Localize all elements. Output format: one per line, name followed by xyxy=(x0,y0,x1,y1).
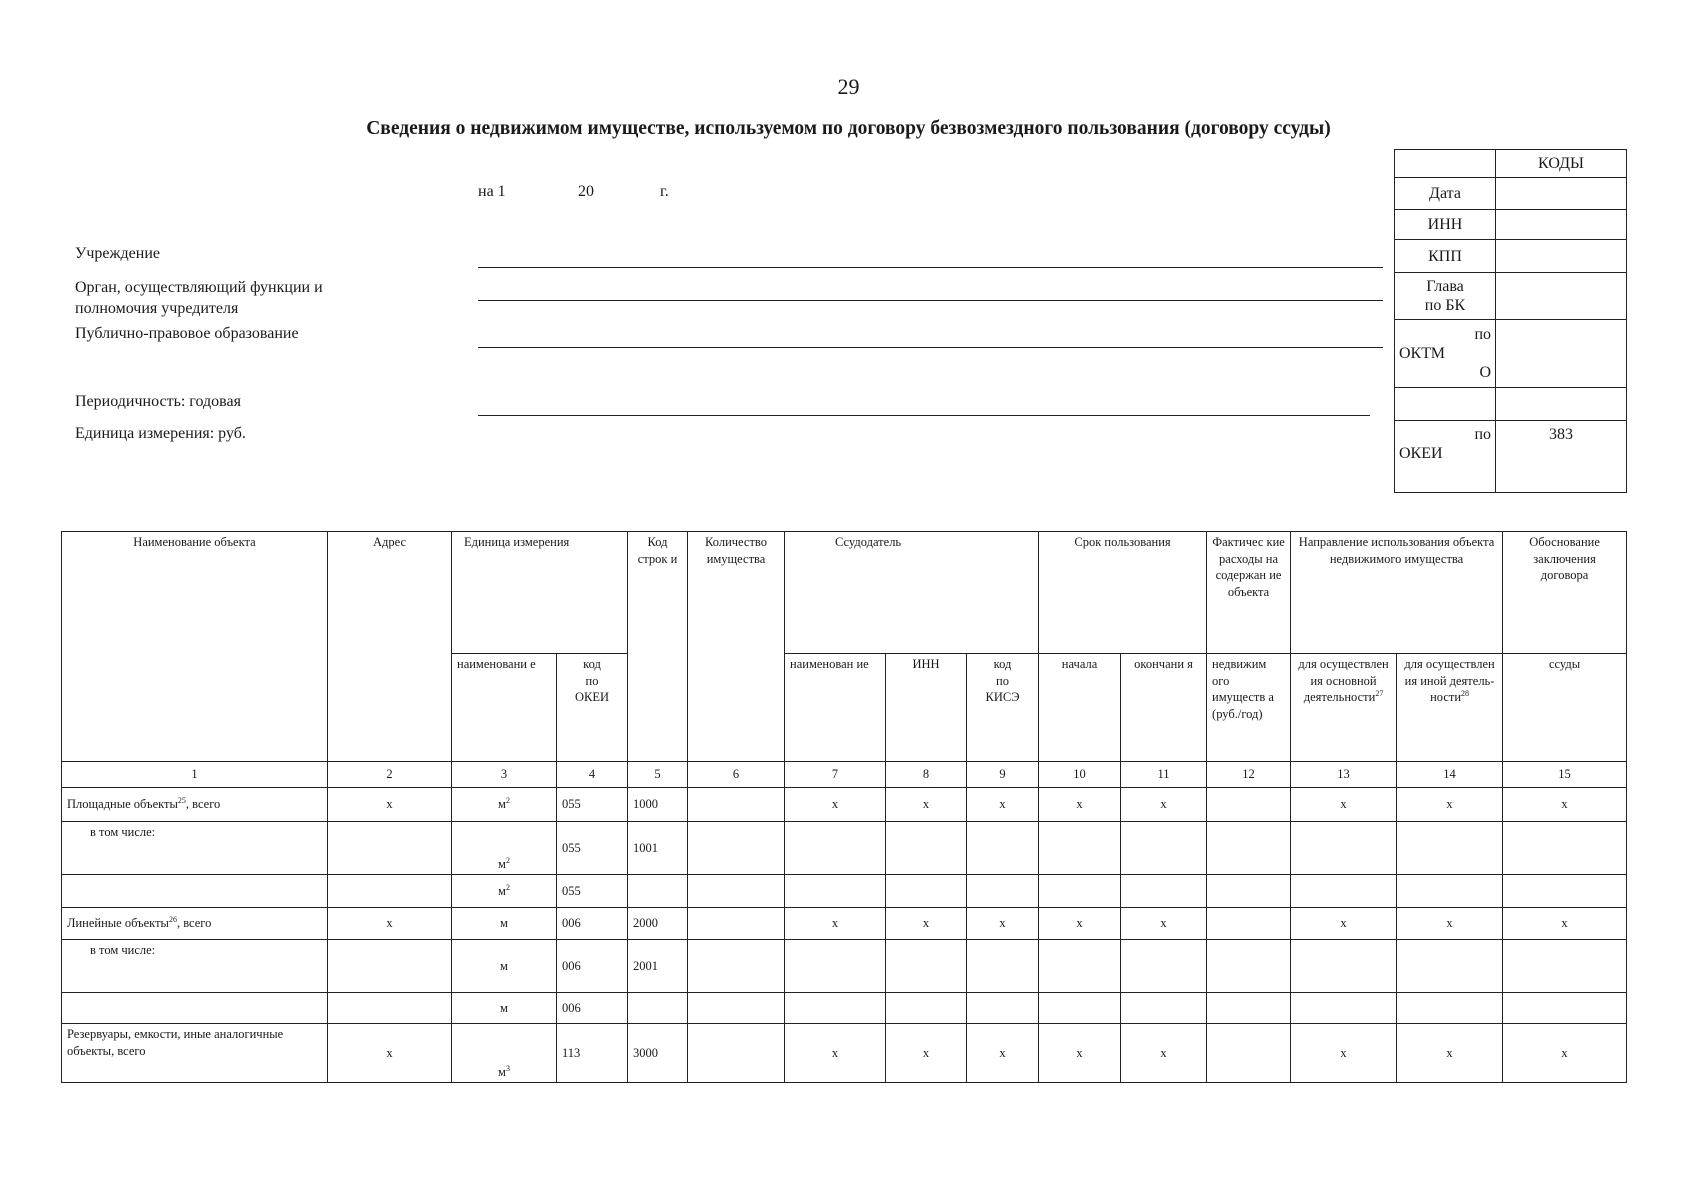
row-lender-kise[interactable] xyxy=(967,822,1039,875)
row-unit-text: м xyxy=(498,883,506,898)
public-entity-label: Публично-правовое образование xyxy=(75,325,299,342)
row-basis: х xyxy=(1503,788,1627,822)
founder-label-line1: Орган, осуществляющий функции и xyxy=(75,279,323,296)
date-code-value[interactable] xyxy=(1496,178,1627,210)
row-direction-main[interactable] xyxy=(1291,993,1397,1024)
row-code: 2000 xyxy=(628,908,688,940)
row-name: Резервуары, емкости, иные аналогичные объекты, всего xyxy=(62,1024,328,1083)
header-name: Наименование объекта xyxy=(62,532,328,762)
header-direction: Направление использования объекта недвижимого имущества xyxy=(1291,532,1503,654)
codes-empty-value[interactable] xyxy=(1496,388,1627,421)
footnote-28: 28 xyxy=(1461,688,1470,698)
row-lender-kise: х xyxy=(967,788,1039,822)
row-unit: м xyxy=(452,940,557,993)
row-direction-other: х xyxy=(1397,1024,1503,1083)
table-row xyxy=(62,908,1627,940)
table-row xyxy=(62,940,1627,993)
row-direction-other: х xyxy=(1397,788,1503,822)
date-suffix: г. xyxy=(660,183,669,200)
row-term-end: х xyxy=(1121,1024,1207,1083)
row-expenses[interactable] xyxy=(1207,822,1291,875)
header-lender: Ссудодатель xyxy=(785,532,1039,654)
row-quantity[interactable] xyxy=(688,993,785,1024)
header-unit-name: наименовани е xyxy=(452,654,557,762)
row-lender-inn: х xyxy=(886,788,967,822)
glava-code-label xyxy=(1395,273,1496,320)
row-basis[interactable] xyxy=(1503,993,1627,1024)
row-expenses[interactable] xyxy=(1207,1024,1291,1083)
row-lender-kise: х xyxy=(967,908,1039,940)
row-name xyxy=(62,788,328,822)
unit-label: Единица измерения: руб. xyxy=(75,425,246,442)
table-row xyxy=(62,1024,1627,1083)
okei-code-label xyxy=(1395,421,1496,493)
row-name xyxy=(62,908,328,940)
row-unit-text: м xyxy=(498,797,506,812)
row-expenses[interactable] xyxy=(1207,875,1291,908)
col-number-13: 13 xyxy=(1291,762,1397,788)
row-lender-inn: х xyxy=(886,908,967,940)
row-direction-other[interactable] xyxy=(1397,940,1503,993)
codes-blank-cell xyxy=(1395,150,1496,178)
row-address: х xyxy=(328,1024,452,1083)
header-term-end: окончани я xyxy=(1121,654,1207,762)
row-lender-kise: х xyxy=(967,1024,1039,1083)
date-prefix: на 1 xyxy=(478,183,506,200)
col-number-3: 3 xyxy=(452,762,557,788)
row-name[interactable] xyxy=(62,993,328,1024)
row-address[interactable] xyxy=(328,822,452,875)
row-name[interactable] xyxy=(62,875,328,908)
header-quantity: Количество имущества xyxy=(688,532,785,762)
row-address[interactable] xyxy=(328,875,452,908)
row-name-suffix: , всего xyxy=(176,916,212,931)
header-lender-code xyxy=(967,654,1039,762)
header-direction-other xyxy=(1397,654,1503,762)
row-name-text: Площадные объекты xyxy=(67,797,178,812)
row-lender-inn: х xyxy=(886,1024,967,1083)
row-code[interactable] xyxy=(628,875,688,908)
header-direction-other-text: для осуществлен ия иной деятель- ности xyxy=(1404,657,1495,704)
row-name: в том числе: xyxy=(62,822,328,875)
col-number-15: 15 xyxy=(1503,762,1627,788)
row-lender-inn[interactable] xyxy=(886,993,967,1024)
row-code[interactable] xyxy=(628,993,688,1024)
row-direction-other[interactable] xyxy=(1397,875,1503,908)
row-code: 3000 xyxy=(628,1024,688,1083)
row-okei: 055 xyxy=(557,822,628,875)
header-basis: Обоснование заключения договора xyxy=(1503,532,1627,654)
header-unit-code-line1: код xyxy=(583,657,601,671)
col-number-12: 12 xyxy=(1207,762,1291,788)
header-term: Срок пользования xyxy=(1039,532,1207,654)
row-name-suffix: , всего xyxy=(185,797,221,812)
row-unit-text: м xyxy=(498,856,506,871)
header-expenses-bottom: недвижим ого имуществ а (руб./год) xyxy=(1207,654,1291,762)
page-number: 29 xyxy=(837,74,860,99)
row-term-start[interactable] xyxy=(1039,940,1121,993)
row-quantity[interactable] xyxy=(688,822,785,875)
oktmo-label-line2: ОКТМ xyxy=(1399,345,1446,362)
oktmo-label-line3: О xyxy=(1479,364,1491,381)
row-unit-sup: 2 xyxy=(505,855,510,865)
row-term-start[interactable] xyxy=(1039,993,1121,1024)
row-term-end: х xyxy=(1121,908,1207,940)
row-expenses[interactable] xyxy=(1207,788,1291,822)
col-number-7: 7 xyxy=(785,762,886,788)
header-lender-code-line3: КИСЭ xyxy=(985,690,1020,704)
col-number-4: 4 xyxy=(557,762,628,788)
row-direction-main: х xyxy=(1291,908,1397,940)
row-unit xyxy=(452,875,557,908)
row-lender-name[interactable] xyxy=(785,993,886,1024)
glava-label-line2: по БК xyxy=(1424,297,1466,314)
row-basis: х xyxy=(1503,1024,1627,1083)
header-lender-name: наименован ие xyxy=(785,654,886,762)
periodicity-field[interactable] xyxy=(478,415,1370,416)
col-number-14: 14 xyxy=(1397,762,1503,788)
footnote-26: 26 xyxy=(168,915,177,925)
row-lender-name: х xyxy=(785,788,886,822)
row-quantity[interactable] xyxy=(688,875,785,908)
col-number-5: 5 xyxy=(628,762,688,788)
row-expenses[interactable] xyxy=(1207,940,1291,993)
row-direction-main[interactable] xyxy=(1291,822,1397,875)
row-lender-kise[interactable] xyxy=(967,993,1039,1024)
row-lender-name: х xyxy=(785,908,886,940)
row-lender-name[interactable] xyxy=(785,940,886,993)
col-number-6: 6 xyxy=(688,762,785,788)
row-okei: 006 xyxy=(557,940,628,993)
row-unit-sup: 2 xyxy=(505,796,510,806)
row-quantity[interactable] xyxy=(688,788,785,822)
row-unit: м xyxy=(452,908,557,940)
row-quantity[interactable] xyxy=(688,1024,785,1083)
table-row xyxy=(62,788,1627,822)
header-lender-code-line1: код xyxy=(993,657,1012,671)
oktmo-code-label xyxy=(1395,320,1496,388)
row-term-end[interactable] xyxy=(1121,940,1207,993)
header-unit-code-line3: ОКЕИ xyxy=(574,690,610,704)
row-okei: 113 xyxy=(557,1024,628,1083)
public-entity-field[interactable] xyxy=(478,347,1383,348)
header-direction-main-text: для осуществлен ия основной деятельности xyxy=(1298,657,1389,704)
header-lender-inn: ИНН xyxy=(886,654,967,762)
codes-empty-label xyxy=(1395,388,1496,421)
okei-label-line2: ОКЕИ xyxy=(1399,445,1443,462)
table-row xyxy=(62,993,1627,1024)
row-direction-main[interactable] xyxy=(1291,940,1397,993)
row-okei: 006 xyxy=(557,908,628,940)
row-okei: 006 xyxy=(557,993,628,1024)
header-address: Адрес xyxy=(328,532,452,762)
header-direction-main xyxy=(1291,654,1397,762)
row-name: в том числе: xyxy=(62,940,328,993)
row-basis[interactable] xyxy=(1503,940,1627,993)
table-row xyxy=(62,875,1627,908)
row-lender-inn[interactable] xyxy=(886,940,967,993)
row-unit-text: м xyxy=(498,1064,506,1079)
header-lender-code-line2: по xyxy=(996,673,1009,688)
oktmo-code-value[interactable] xyxy=(1496,320,1627,388)
codes-header: КОДЫ xyxy=(1496,150,1627,178)
header-term-start: начала xyxy=(1039,654,1121,762)
founder-label-line2: полномочия учредителя xyxy=(75,300,239,317)
col-number-1: 1 xyxy=(62,762,328,788)
col-number-2: 2 xyxy=(328,762,452,788)
row-term-start: х xyxy=(1039,908,1121,940)
row-basis[interactable] xyxy=(1503,875,1627,908)
row-lender-kise[interactable] xyxy=(967,875,1039,908)
row-code: 2001 xyxy=(628,940,688,993)
row-lender-name[interactable] xyxy=(785,875,886,908)
footnote-27: 27 xyxy=(1375,688,1384,698)
row-lender-inn[interactable] xyxy=(886,875,967,908)
row-code: 1000 xyxy=(628,788,688,822)
row-basis: х xyxy=(1503,908,1627,940)
row-expenses[interactable] xyxy=(1207,993,1291,1024)
row-term-end[interactable] xyxy=(1121,875,1207,908)
row-direction-other: х xyxy=(1397,908,1503,940)
row-term-end[interactable] xyxy=(1121,822,1207,875)
row-okei: 055 xyxy=(557,788,628,822)
row-address[interactable] xyxy=(328,993,452,1024)
row-expenses[interactable] xyxy=(1207,908,1291,940)
property-table xyxy=(61,531,1627,1083)
inn-code-label: ИНН xyxy=(1395,210,1496,240)
header-expenses-top: Фактичес кие расходы на содержан ие объекта xyxy=(1207,532,1291,654)
okei-code-value: 383 xyxy=(1496,421,1627,493)
header-basis-bottom: ссуды xyxy=(1503,654,1627,762)
header-unit-code xyxy=(557,654,628,762)
row-name-text: Линейные объекты xyxy=(67,916,169,931)
institution-label: Учреждение xyxy=(75,245,160,262)
footnote-25: 25 xyxy=(177,796,186,806)
header-unit: Единица измерения xyxy=(452,532,628,654)
row-unit xyxy=(452,822,557,875)
row-lender-name: х xyxy=(785,1024,886,1083)
inn-code-value[interactable] xyxy=(1496,210,1627,240)
row-address: х xyxy=(328,788,452,822)
row-term-start[interactable] xyxy=(1039,875,1121,908)
header-row-code: Код строк и xyxy=(628,532,688,762)
row-term-end[interactable] xyxy=(1121,993,1207,1024)
codes-table xyxy=(1394,149,1627,493)
row-unit xyxy=(452,788,557,822)
date-code-label: Дата xyxy=(1395,178,1496,210)
row-direction-other[interactable] xyxy=(1397,822,1503,875)
date-year: 20 xyxy=(578,183,594,200)
row-code: 1001 xyxy=(628,822,688,875)
col-number-8: 8 xyxy=(886,762,967,788)
kpp-code-label: КПП xyxy=(1395,240,1496,273)
row-basis[interactable] xyxy=(1503,822,1627,875)
glava-label-line1: Глава xyxy=(1426,278,1464,295)
col-number-10: 10 xyxy=(1039,762,1121,788)
row-lender-kise[interactable] xyxy=(967,940,1039,993)
col-number-9: 9 xyxy=(967,762,1039,788)
institution-field[interactable] xyxy=(478,267,1383,268)
document-title: Сведения о недвижимом имуществе, используемом по договору безвозмездного пользования (договору ссуды) xyxy=(366,118,1331,139)
row-unit-sup: 2 xyxy=(505,882,510,892)
okei-label-line1: по xyxy=(1474,426,1491,443)
row-lender-name[interactable] xyxy=(785,822,886,875)
col-number-11: 11 xyxy=(1121,762,1207,788)
oktmo-label-line1: по xyxy=(1474,326,1491,343)
row-direction-main[interactable] xyxy=(1291,875,1397,908)
founder-field[interactable] xyxy=(478,300,1383,301)
row-direction-other[interactable] xyxy=(1397,993,1503,1024)
row-term-start: х xyxy=(1039,788,1121,822)
row-lender-inn[interactable] xyxy=(886,822,967,875)
row-quantity[interactable] xyxy=(688,940,785,993)
row-okei: 055 xyxy=(557,875,628,908)
periodicity-label: Периодичность: годовая xyxy=(75,393,241,410)
row-quantity[interactable] xyxy=(688,908,785,940)
row-address: х xyxy=(328,908,452,940)
row-direction-main: х xyxy=(1291,1024,1397,1083)
kpp-code-value[interactable] xyxy=(1496,240,1627,273)
row-direction-main: х xyxy=(1291,788,1397,822)
row-unit-sup: 3 xyxy=(505,1063,510,1073)
row-unit: м xyxy=(452,993,557,1024)
glava-code-value[interactable] xyxy=(1496,273,1627,320)
row-unit xyxy=(452,1024,557,1083)
row-address[interactable] xyxy=(328,940,452,993)
row-term-start[interactable] xyxy=(1039,822,1121,875)
row-term-start: х xyxy=(1039,1024,1121,1083)
row-term-end: х xyxy=(1121,788,1207,822)
table-row xyxy=(62,822,1627,875)
header-unit-code-line2: по xyxy=(585,673,599,688)
